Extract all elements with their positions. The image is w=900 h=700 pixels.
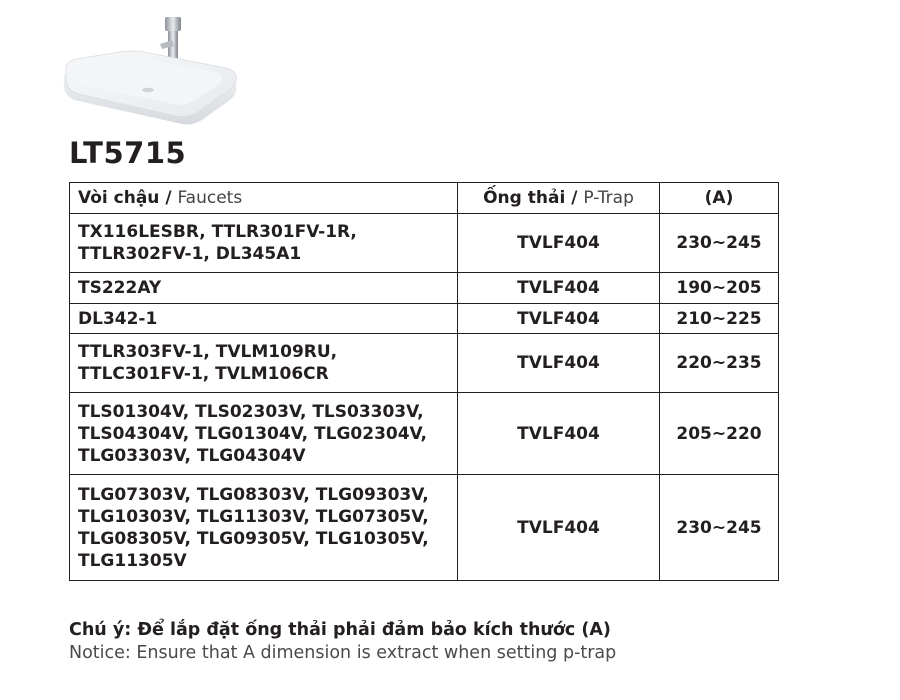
ptrap-cell: TVLF404 <box>458 304 660 334</box>
model-title: LT5715 <box>69 136 187 170</box>
dimension-a-cell: 220~235 <box>660 334 779 393</box>
ptrap-cell: TVLF404 <box>458 334 660 393</box>
table-row <box>70 273 779 304</box>
ptrap-cell: TVLF404 <box>458 475 660 581</box>
dimension-a-cell: 205~220 <box>660 393 779 475</box>
notice-vietnamese: Chú ý: Để lắp đặt ống thải phải đảm bảo kích thước (A) <box>69 620 611 640</box>
ptrap-cell: TVLF404 <box>458 214 660 273</box>
faucets-cell: TS222AY <box>70 273 458 304</box>
header-dimension-a: (A) <box>660 183 779 214</box>
dimension-a-cell: 210~225 <box>660 304 779 334</box>
faucets-cell: DL342-1 <box>70 304 458 334</box>
basin-with-faucet-image <box>62 12 242 130</box>
table-row <box>70 393 779 475</box>
faucets-cell: TLS01304V, TLS02303V, TLS03303V, TLS04304V, TLG01304V, TLG02304V, TLG03303V, TLG04304V <box>70 393 458 475</box>
table-row <box>70 334 779 393</box>
notice-english: Notice: Ensure that A dimension is extract when setting p-trap <box>69 643 617 663</box>
compatibility-table <box>69 182 779 581</box>
notice <box>69 619 616 665</box>
header-ptrap: Ống thải / P-Trap <box>458 183 660 214</box>
header-faucets: Vòi chậu / Faucets <box>70 183 458 214</box>
faucets-cell: TTLR303FV-1, TVLM109RU, TTLC301FV-1, TVLM106CR <box>70 334 458 393</box>
dimension-a-cell: 230~245 <box>660 214 779 273</box>
ptrap-cell: TVLF404 <box>458 393 660 475</box>
table-row <box>70 475 779 581</box>
faucets-cell: TX116LESBR, TTLR301FV-1R, TTLR302FV-1, DL345A1 <box>70 214 458 273</box>
ptrap-cell: TVLF404 <box>458 273 660 304</box>
table-row <box>70 214 779 273</box>
table-header-row <box>70 183 779 214</box>
table-row <box>70 304 779 334</box>
dimension-a-cell: 230~245 <box>660 475 779 581</box>
faucets-cell: TLG07303V, TLG08303V, TLG09303V, TLG10303V, TLG11303V, TLG07305V, TLG08305V, TLG09305V, TLG10305V, TLG11305V <box>70 475 458 581</box>
dimension-a-cell: 190~205 <box>660 273 779 304</box>
